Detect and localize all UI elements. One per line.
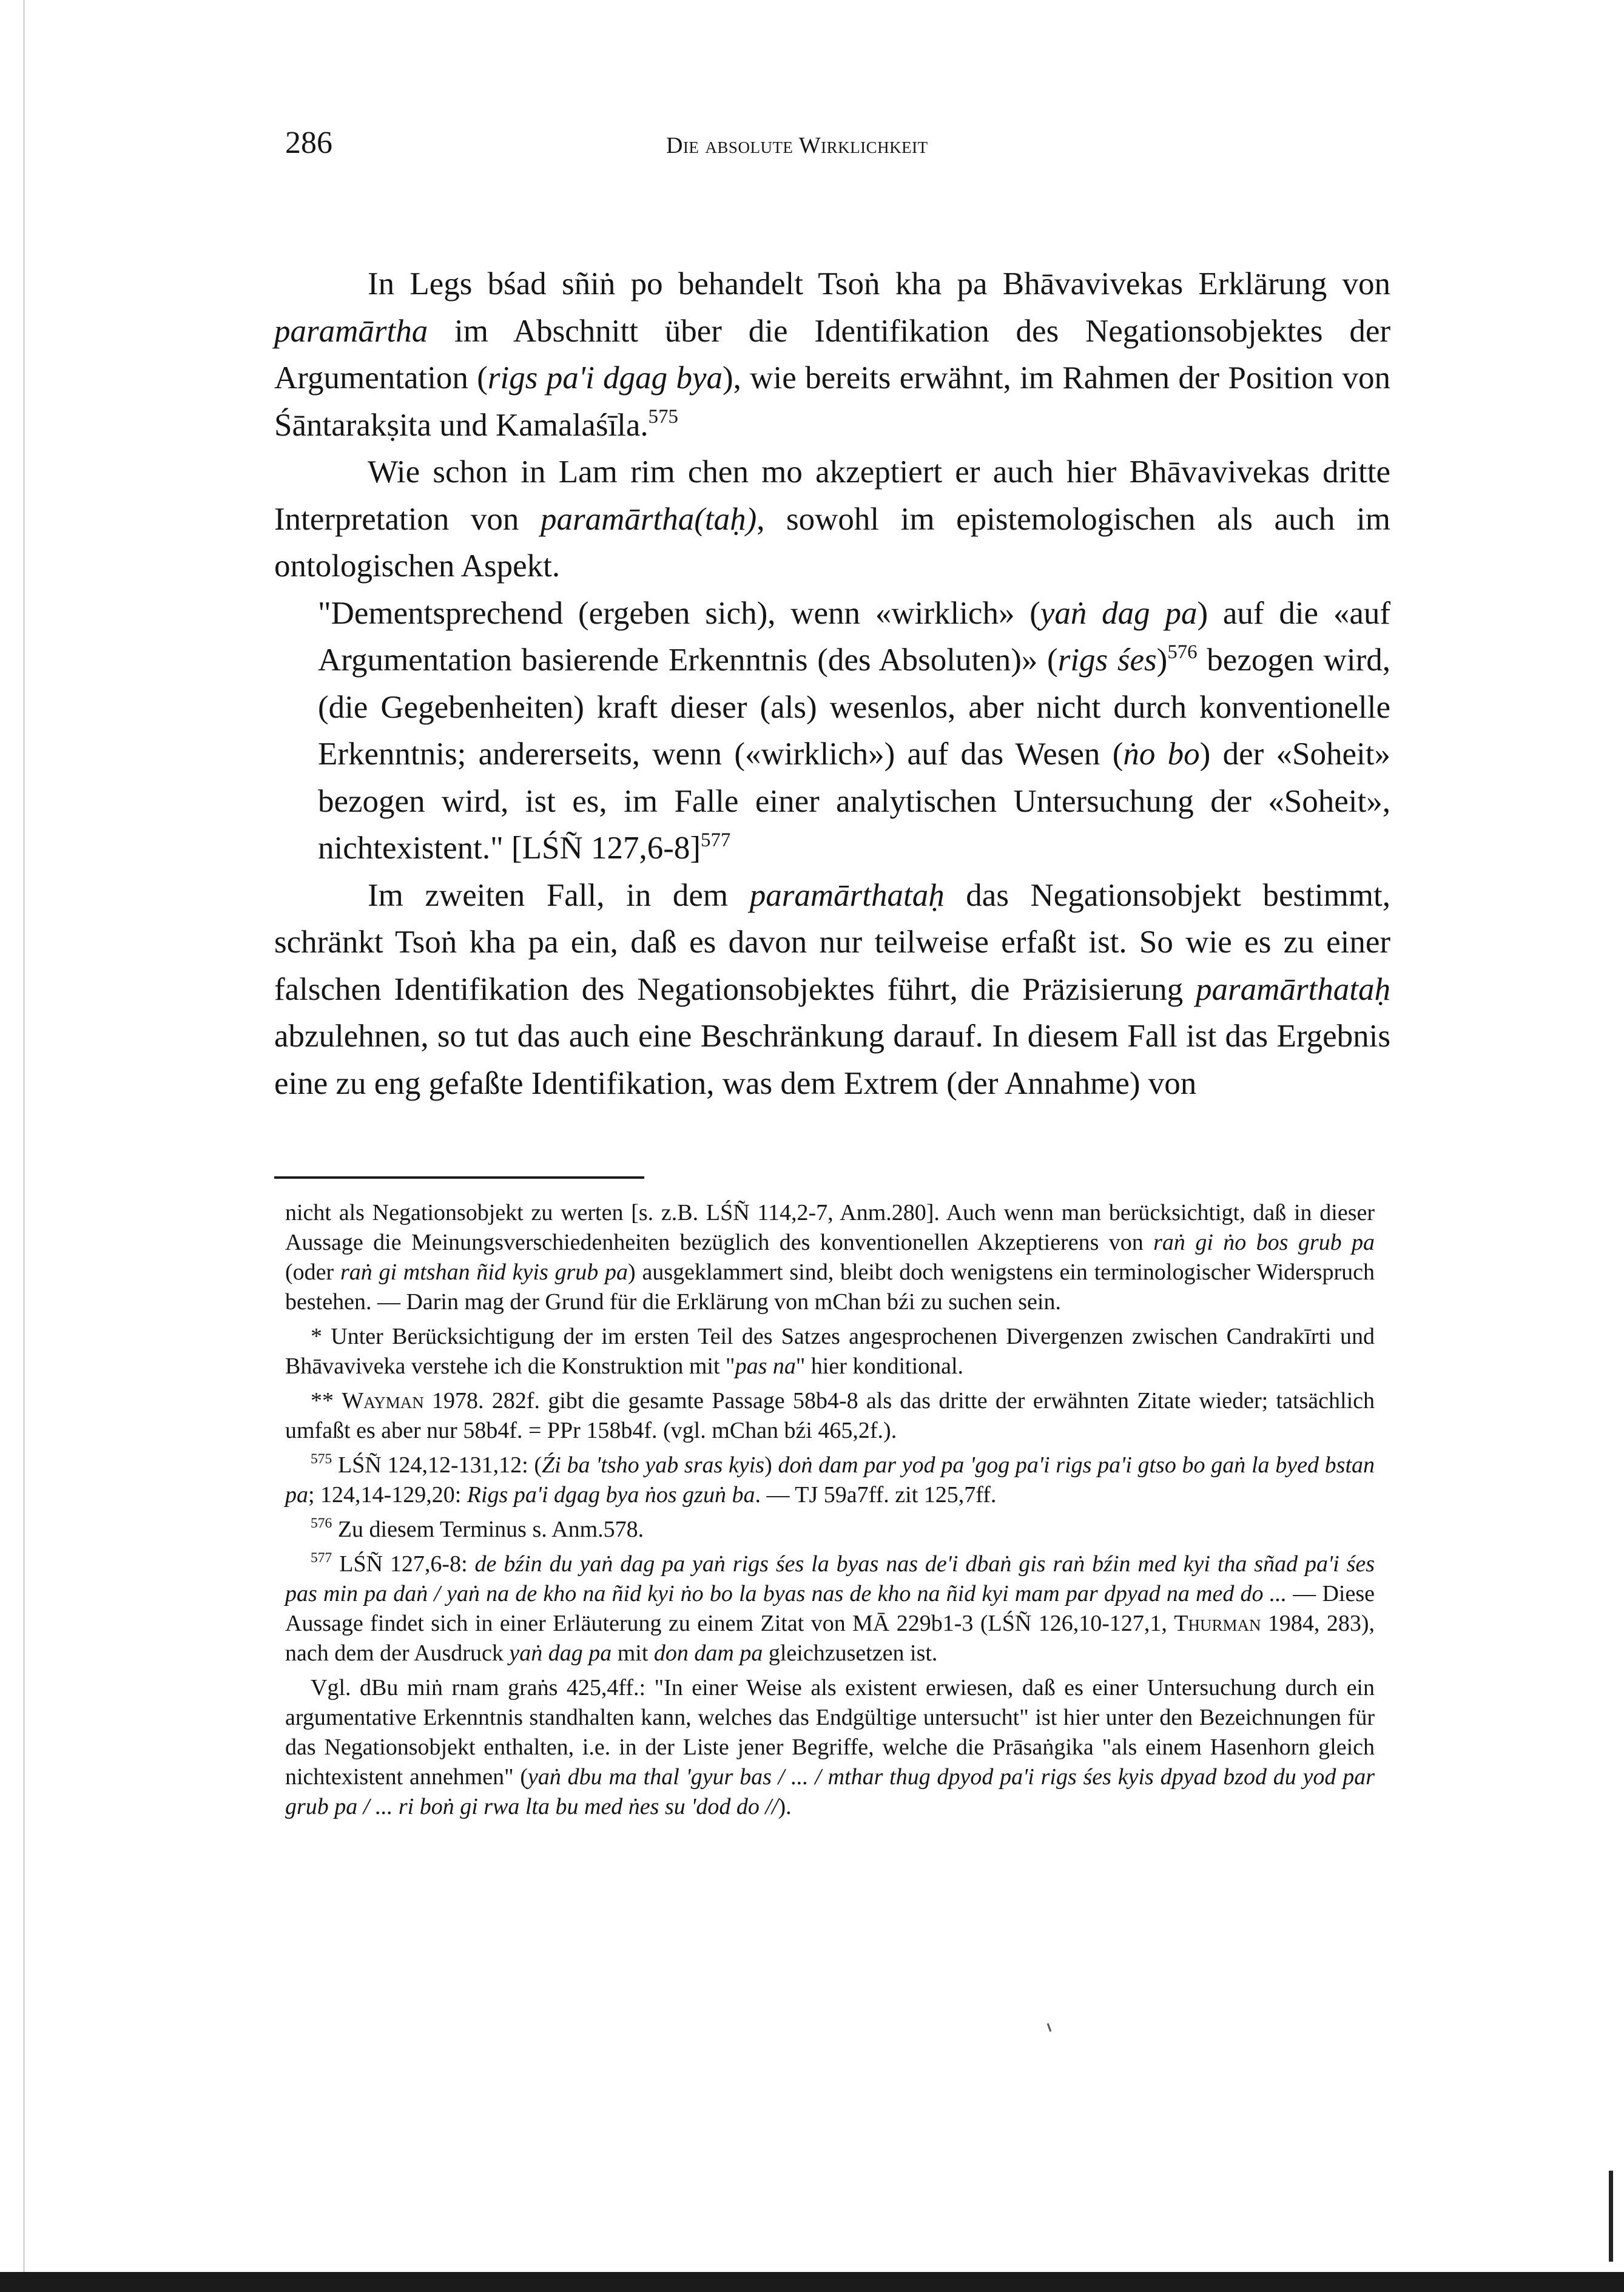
- text-run: Zu diesem Terminus s. Anm.578.: [332, 1517, 644, 1542]
- footnote-star: [285, 1322, 1375, 1381]
- paragraph-3: [274, 872, 1390, 1108]
- text-run: ).: [778, 1794, 792, 1819]
- text-run: ) ausgeklammert sind, bleibt doch wenigstens ein terminologischer Widerspruch bestehen. — Darin mag der Grund für die Erklärung von mChan bźi zu suchen sein.: [285, 1259, 1375, 1315]
- footnote-continuation: [285, 1198, 1375, 1317]
- term-italic: paramārtha(taḥ): [540, 501, 757, 537]
- scan-left-edge-line: [23, 0, 25, 2292]
- text-run: mit: [612, 1640, 654, 1666]
- text-run: LŚÑ 127,6-8:: [332, 1551, 475, 1577]
- term-italic: Rigs pa'i dgag bya ṅos gzuṅ ba: [467, 1482, 755, 1508]
- term-italic: ṅo bo: [1123, 736, 1200, 772]
- term-italic: de bźin du yaṅ dag pa yaṅ rigs śes la byas nas de'i dbaṅ gis raṅ bźin med kyi tha sñad pa'i śes pas min pa daṅ / yaṅ na de kho na ñid kyi ṅo bo la byas nas de kho na ñid kyi mam par dpyad na med do ...: [285, 1551, 1375, 1606]
- footnote-number: 575: [311, 1451, 332, 1468]
- term-italic: paramārtha: [274, 313, 428, 349]
- text-run: nicht als Negationsobjekt zu werten [s. z.B. LŚÑ 114,2-7, Anm.280]. Auch wenn man berücksichtigt, daß in dieser Aussage die Meinungsverschiedenheiten bezüglich des konventionellen Akzeptierens von: [285, 1200, 1375, 1255]
- term-italic: rigs śes: [1057, 642, 1157, 678]
- text-run: ) auf die «auf Argumentation basierende Erkenntnis (des Absoluten)» (: [318, 595, 1391, 678]
- term-italic: raṅ gi ṅo bos grub pa: [1153, 1230, 1375, 1255]
- running-title: Die absolute Wirklichkeit: [666, 133, 928, 158]
- text-run: Wie schon in Lam rim chen mo akzeptiert er auch hier Bhāvavivekas dritte Interpretation von: [274, 454, 1390, 537]
- scan-mark: [1047, 2023, 1052, 2032]
- text-run: "Dementsprechend (ergeben sich), wenn «wirklich» (: [318, 595, 1040, 631]
- term-italic: yaṅ dag pa: [1040, 595, 1198, 631]
- scan-bottom-band: [0, 2272, 1624, 2292]
- footnote-ref-577[interactable]: 577: [701, 829, 731, 851]
- text-run: ; 124,14-129,20:: [308, 1482, 467, 1508]
- term-italic: yaṅ dag pa: [509, 1640, 612, 1666]
- text-run: bezogen wird, (die Gegebenheiten) kraft dieser (als) wesenlos, aber nicht durch konventionelle Erkenntnis; andererseits, wenn («wirklich») auf das Wesen (: [318, 642, 1390, 772]
- footnote-ref-576[interactable]: 576: [1167, 641, 1198, 663]
- text-run: . — TJ 59a7ff. zit 125,7ff.: [755, 1482, 997, 1508]
- footnote-577: [285, 1549, 1375, 1668]
- footnote-number: 577: [311, 1550, 332, 1566]
- footnote-double-star: [285, 1386, 1375, 1446]
- text-run: Vgl. dBu miṅ rnam graṅs 425,4ff.: "In einer Weise als existent erwiesen, daß es einer Untersuchung durch ein argumentative Erkenntnis standhalten kann, welches das Endgültige untersucht" ist hier unter den Bezeichnungen für das Negationsobjekt enthalten, i.e. in der Liste jener Begriffe, welche die Prāsaṅgika "als einem Hasenhorn gleich nichtexistent annehmen" (: [285, 1675, 1375, 1790]
- text-run: das Negationsobjekt bestimmt, schränkt Tsoṅ kha pa ein, daß es davon nur teilweise erfaßt ist. So wie es zu einer falschen Identifikation des Negationsobjektes führt, die Präzisierung: [274, 877, 1390, 1007]
- paragraph-1: [274, 261, 1390, 449]
- block-quote: [318, 590, 1390, 872]
- text-run: " hier konditional.: [795, 1353, 964, 1379]
- text-run: (oder: [285, 1259, 340, 1285]
- text-run: — Diese Aussage findet sich in einer Erläuterung zu einem Zitat von MĀ 229b1-3 (LŚÑ 126,10-127,1,: [285, 1581, 1375, 1636]
- text-run: abzulehnen, so tut das auch eine Beschränkung darauf. In diesem Fall ist das Ergebnis eine zu eng gefaßte Identifikation, was dem Extrem (der Annahme) von: [274, 1019, 1390, 1101]
- paragraph-2: [274, 449, 1390, 590]
- footnote-ref-575[interactable]: 575: [648, 406, 678, 428]
- text-run: im Abschnitt über die Identifikation des Negationsobjektes der Argumentation (: [274, 313, 1390, 396]
- text-run: 1978. 282f. gibt die gesamte Passage 58b4-8 als das dritte der erwähnten Zitate wieder; tatsächlich umfaßt es aber nur 58b4f. = PPr 158b4f. (vgl. mChan bźi 465,2f.).: [285, 1388, 1375, 1443]
- text-run: * Unter Berücksichtigung der im ersten Teil des Satzes angesprochenen Divergenzen zwischen Candrakīrti und Bhāvaviveka verstehe ich die Konstruktion mit ": [285, 1324, 1375, 1379]
- term-italic: paramārthataḥ: [1196, 971, 1390, 1007]
- text-run: ): [1156, 642, 1168, 678]
- scan-edge-mark: [1609, 2171, 1613, 2262]
- footnote-separator: [274, 1176, 644, 1179]
- text-run: ), wie bereits erwähnt, im Rahmen der Position von Śāntarakṣita und Kamalaśīla.: [274, 360, 1390, 443]
- footnotes: [285, 1198, 1375, 1827]
- footnote-number: 576: [311, 1515, 332, 1532]
- term-italic: doṅ dam par yod pa 'gog pa'i rigs pa'i gtso bo gaṅ la byed bstan pa: [285, 1452, 1375, 1508]
- main-text: [274, 261, 1390, 1107]
- term-italic: rigs pa'i dgag bya: [487, 360, 723, 396]
- text-run: 1984, 283), nach dem der Ausdruck: [285, 1611, 1375, 1666]
- term-italic: paramārthataḥ: [749, 877, 945, 913]
- term-italic: don dam pa: [653, 1640, 763, 1666]
- term-italic: pas na: [735, 1353, 796, 1379]
- text-run: **: [311, 1388, 342, 1414]
- footnote-576: [285, 1515, 1375, 1545]
- term-italic: yaṅ dbu ma thal 'gyur bas / ... / mthar thug dpyod pa'i rigs śes kyis dpyad bzod du yod par grub pa / ... ri boṅ gi rwa lta bu med ṅes su 'dod do //: [285, 1764, 1375, 1819]
- footnote-575: [285, 1451, 1375, 1510]
- term-italic: raṅ gi mtshan ñid kyis grub pa: [340, 1259, 628, 1285]
- text-run: ): [764, 1452, 778, 1478]
- author-name: Wayman: [342, 1388, 424, 1414]
- text-run: LŚÑ 124,12-131,12: (: [332, 1452, 542, 1478]
- text-run: , sowohl im epistemologischen als auch im ontologischen Aspekt.: [274, 501, 1390, 584]
- text-run: Im zweiten Fall, in dem: [368, 877, 750, 913]
- text-run: ) der «Soheit» bezogen wird, ist es, im Falle einer analytischen Untersuchung der «Soheit», nichtexistent." [LŚÑ 127,6-8]: [318, 736, 1391, 866]
- page-number: 286: [285, 126, 332, 160]
- text-run: gleichzusetzen ist.: [763, 1640, 938, 1666]
- term-italic: Źi ba 'tsho yab sras kyis: [542, 1452, 765, 1478]
- text-run: In Legs bśad sñiṅ po behandelt Tsoṅ kha pa Bhāvavivekas Erklärung von: [368, 266, 1390, 302]
- footnote-vgl: [285, 1673, 1375, 1822]
- author-name: Thurman: [1174, 1611, 1261, 1636]
